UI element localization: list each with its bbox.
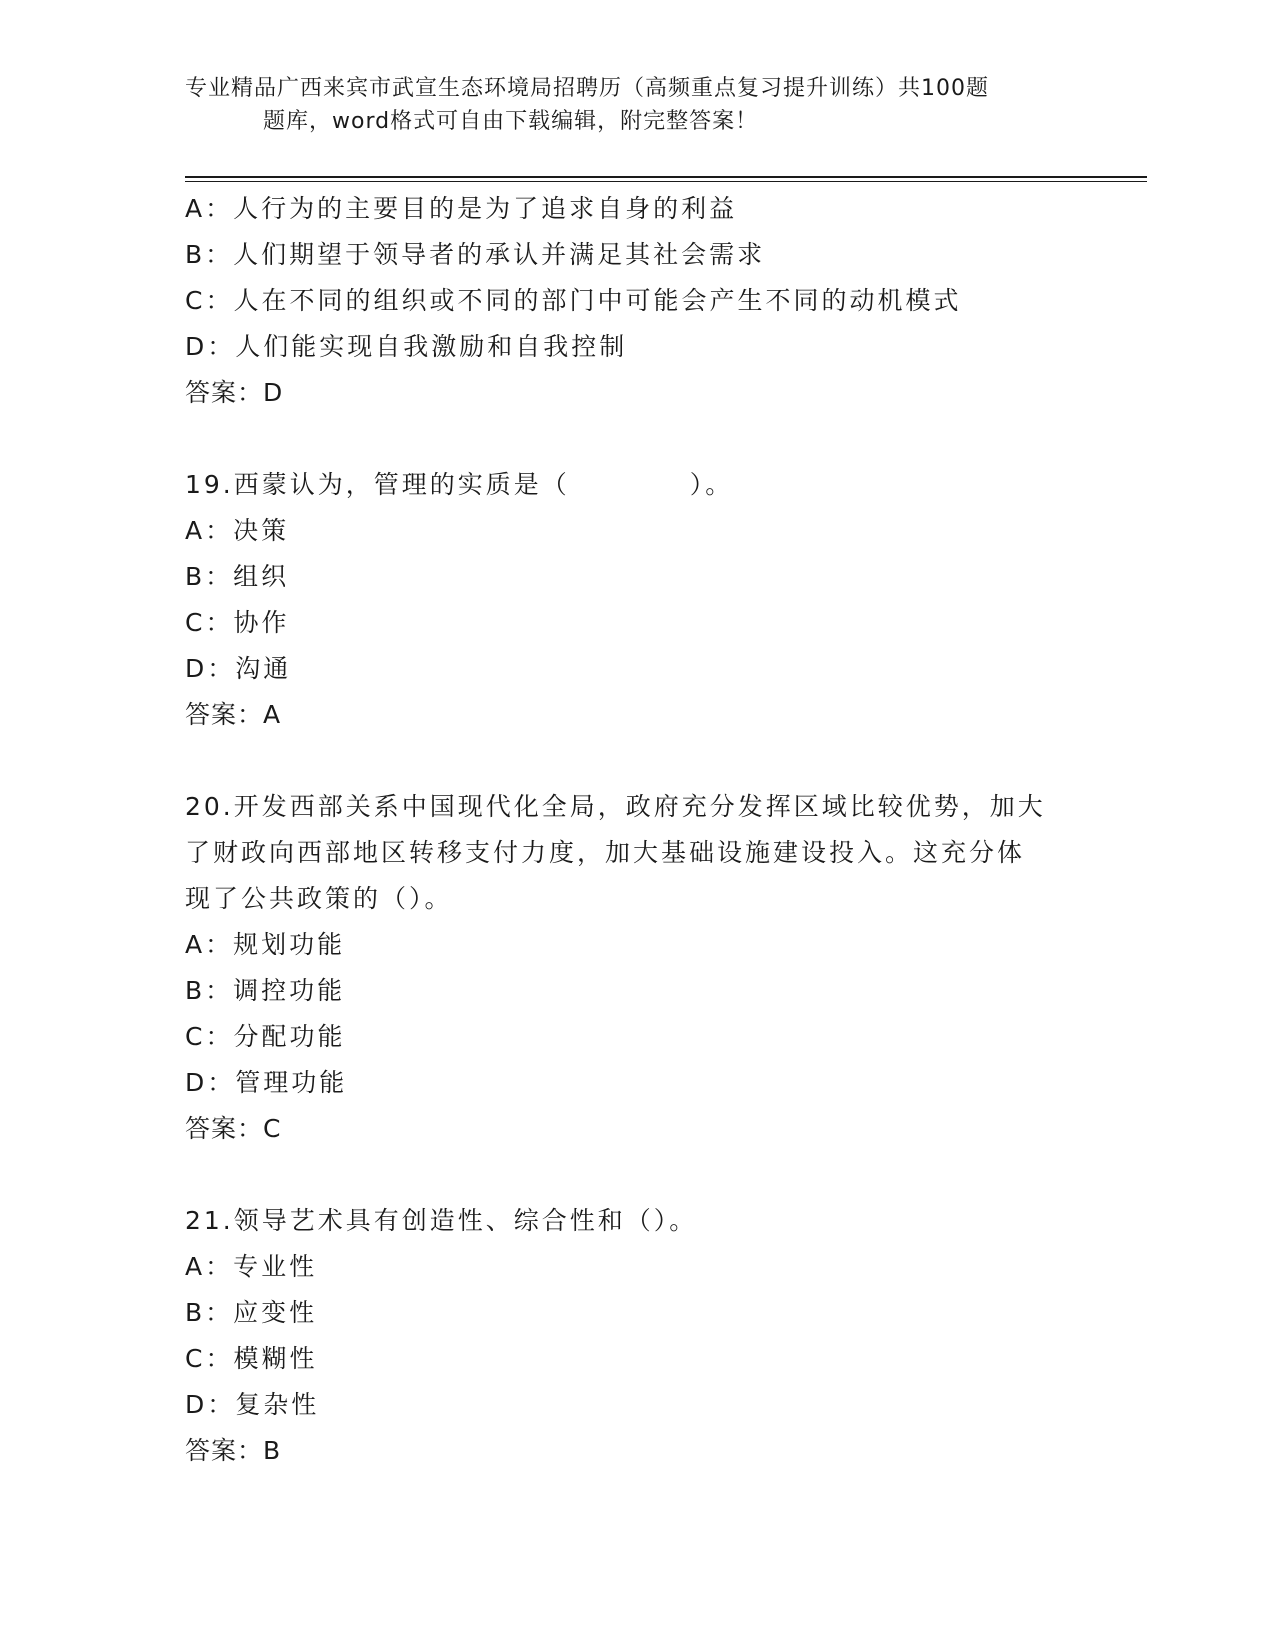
option-b: B：调控功能 — [185, 976, 346, 1005]
option-b: B：应变性 — [185, 1298, 318, 1327]
question-stem-line-3: 现了公共政策的（）。 — [185, 884, 453, 913]
question-stem-line-1: 20.开发西部关系中国现代化全局，政府充分发挥区域比较优势，加大 — [185, 792, 1046, 821]
option-b: B：组织 — [185, 562, 290, 591]
spacer — [185, 416, 1085, 462]
option-d: D：复杂性 — [185, 1390, 320, 1419]
answer-line: 答案：B — [185, 1436, 282, 1465]
option-d: D：沟通 — [185, 654, 292, 683]
answer-line: 答案：D — [185, 378, 284, 407]
spacer — [185, 738, 1085, 784]
answer-line: 答案：C — [185, 1114, 282, 1143]
question-19 — [185, 462, 1085, 738]
option-b: B：人们期望于领导者的承认并满足其社会需求 — [185, 240, 766, 269]
document-header — [185, 72, 1065, 138]
answer-line: 答案：A — [185, 700, 282, 729]
header-divider-thick — [185, 176, 1147, 178]
option-a: A：规划功能 — [185, 930, 346, 959]
document-body — [185, 186, 1085, 1474]
question-18 — [185, 186, 1085, 416]
question-21 — [185, 1198, 1085, 1474]
question-20 — [185, 784, 1085, 1152]
stem-after-blank: ）。 — [689, 470, 734, 499]
header-title-line-2: 题库，word格式可自由下载编辑，附完整答案！ — [263, 109, 759, 134]
question-stem — [185, 462, 1085, 508]
header-title-line-1: 专业精品广西来宾市武宣生态环境局招聘历（高频重点复习提升训练）共100题 — [185, 76, 989, 101]
option-d: D：管理功能 — [185, 1068, 348, 1097]
spacer — [185, 1152, 1085, 1198]
question-stem-line-2: 了财政向西部地区转移支付力度，加大基础设施建设投入。这充分体 — [185, 838, 1026, 867]
option-c: C：分配功能 — [185, 1022, 346, 1051]
stem-before-blank: 19.西蒙认为，管理的实质是（ — [185, 470, 570, 499]
option-c: C：协作 — [185, 608, 290, 637]
option-a: A：专业性 — [185, 1252, 318, 1281]
option-a: A：决策 — [185, 516, 290, 545]
option-d: D：人们能实现自我激励和自我控制 — [185, 332, 628, 361]
header-divider-thin — [185, 181, 1147, 182]
option-a: A：人行为的主要目的是为了追求自身的利益 — [185, 194, 738, 223]
option-c: C：人在不同的组织或不同的部门中可能会产生不同的动机模式 — [185, 286, 962, 315]
question-stem: 21.领导艺术具有创造性、综合性和（）。 — [185, 1206, 698, 1235]
option-c: C：模糊性 — [185, 1344, 318, 1373]
